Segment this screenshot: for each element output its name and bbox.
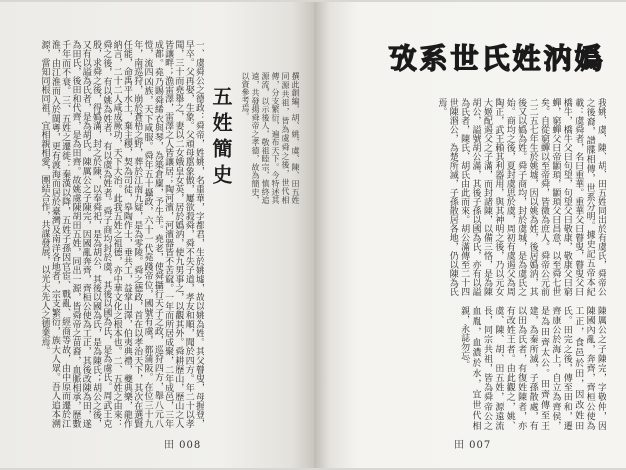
right-page bbox=[314, 2, 626, 468]
left-page-number: 田 008 bbox=[164, 440, 202, 451]
left-page-body-text: 一、虞舜公之德政：舜帝，姓姚，名重華，字都君，生於姚墟，故以姚為姓。其父瞽叟，母握登，早卒。父再娶，生象。父頑母嚚象傲，屢欲殺舜，舜不失子道，孝友和順，聞於四方。年二十以孝聞，三十而堯舉之，妻以二女娥皇女英，居於嬀汭，使九男事之，以觀其外。舜耕歷山，歷山之人皆讓畔；漁雷澤，雷澤之人皆讓居；陶河濱，河濱器皆不苦窳。一年而所居成聚，二年成邑，三年成都。堯乃賜舜絺衣與琴，為築倉廩，予牛羊。堯老，使舜攝行天子之政，巡狩四方，舉八元八愷，流四凶族，天下咸服。舜年五十攝政，六十一代堯踐帝位，國號有虞，都蒲阪。在位三十九年，南巡狩，崩於蒼梧之野，葬於江南九疑，是為零陵。舜之德政，首在以孝治天下，其次在選賢任能，命禹平水土，棄主稷，契為司徒，皋陶作士，垂共工，益掌山澤，伯夷典禮，夔典樂，龍作納言，二十二人咸成厥功，天下大治。此我五姓之祖德，亦中華文化之根本也。二、五姓之由來：舜之後，有以姚為姓者，有以虞為姓者。舜子商均封於虞，其後以國為氏，是為虞氏。周武王克殷，求舜之後，得嬀滿，封之於陳，以奉舜祀，是為胡公，其後以國為氏，是為陳氏；胡公之後，又有以謚為氏者，是為胡氏。陳厲公之子陳完，因國亂奔齊，齊桓公使為工正，其後改陳為田，遂為田氏，後田和代齊，是為田齊。故姚虞陳胡田五姓，同出一源，皆舜帝之苗裔，血脈相承，歷數千年而不衰。三、五姓之遷徙：秦漢以降，五姓子孫因官宦、戰亂、經商等故，由中原而遷於江淮，由江淮而入於閩粵，更有渡海而居於臺灣及南洋各地者，宗支繁衍，族大人眾。吾人追本溯源，當知同根同祖，宜相親相愛，團結合作，共謀發展，以光大先人之德業焉。 bbox=[39, 40, 204, 428]
right-page-title: 嬀汭姓氏世系攷 bbox=[388, 42, 606, 75]
left-page bbox=[0, 2, 314, 468]
right-page-body-upper: 我姚、虞、陳、胡、田五姓同出於有虞氏，舜帝公之後裔，譜牒相傳，世系分明。據史記五帝本紀載：虞舜者，名曰重華。重華父曰瞽叟，瞽叟父曰橋牛，橋牛父曰句望，句望父曰敬康，敬康父曰窮蟬，窮蟬父曰帝顓頊，顓頊父曰昌意，以至舜七世矣。自從窮蟬以至帝舜，皆微為庶人。舜帝公元前二二五七年生於姚墟，因以姚為姓，後居嬀汭，其後又以嬀為姓。舜子商均，封於虞城，是為虞氏之始。商均之後，夏封虞思於虞，周初有虞遏父為周陶正，武王賴其利器用，與其神明之後，乃以元女大姬配遏父之子滿，而封諸陳，以備三恪，是為陳胡公，謚號胡公滿，其後子孫以國為氏，亦有以謚為氏者，陳氏、胡氏由此而來。胡公滿傳至二十四世陳湣公，為楚所滅，子孫散居各地，仍以陳為氏焉。 bbox=[436, 98, 606, 296]
left-page-note: 撰此創編，胡、姚、虞、陳、田五姓同源共祖，皆為虞舜之後，世代相傳，分支繁衍，遍布天下。今特述其源流，以示後人，敬祖睦宗，慎終追遠，共發揚舜帝之孝德，故為簡史，以資參考焉。 bbox=[241, 72, 300, 204]
left-page-title: 五姓簡史 bbox=[209, 86, 233, 190]
right-page-body-lower: 陳厲公之子陳完，字敬仲，因陳國內亂，奔齊，齊桓公使為工正，食邑於田，因改姓田氏。田完之後，傳至田和，遷齊康公於海上，自立為齊侯，是為田齊太公。田齊傳至王建，為秦所滅，子孫散處，有以田為氏者，有復姓陳者，亦有改姓王者。由此觀之，姚、虞、陳、胡、田五姓，源遠流長，同宗共祖，皆為舜帝公之血胤，血濃於水，宜世代相親，永誌勿忘。 bbox=[459, 306, 606, 430]
right-page-number: 田 007 bbox=[454, 440, 492, 451]
